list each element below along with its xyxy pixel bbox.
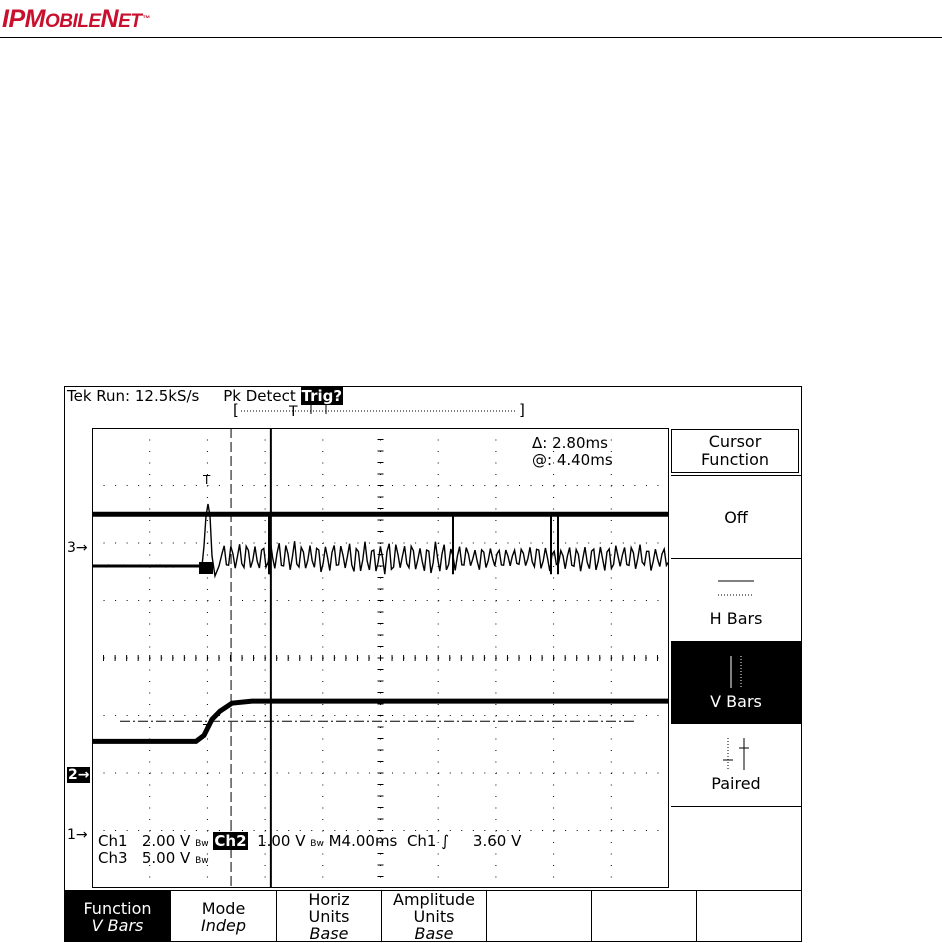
trigger-point-marker (199, 562, 213, 574)
ch1-marker: 1→ (67, 827, 88, 843)
empty-button-5[interactable] (487, 891, 592, 942)
ch3-glitch (557, 514, 559, 574)
paired-cursors-icon (719, 736, 753, 772)
empty-button-6[interactable] (592, 891, 697, 942)
function-button[interactable]: Function V Bars (65, 891, 171, 942)
ch1-trigger-level-marker: T (203, 722, 211, 736)
ch2-marker: 2→ (68, 767, 90, 783)
ch3-glitch (452, 514, 454, 574)
menu-item-h-bars[interactable]: H Bars (671, 558, 801, 641)
oscilloscope-screen (64, 386, 802, 942)
menu-title-cursor-function: Cursor Function (671, 429, 799, 473)
ch3-marker: 3→ (67, 540, 88, 556)
waveform-graticule (92, 428, 669, 888)
menu-item-paired[interactable]: Paired (671, 723, 801, 807)
channel-readout-row1: Ch1 2.00 V Bw Ch2 1.00 V Bw M4.00ms Ch1 ∫ 3.60 V (98, 832, 522, 850)
empty-button-7[interactable] (697, 891, 801, 942)
record-right-bracket: ] (519, 402, 525, 418)
menu-item-v-bars[interactable]: V Bars (671, 641, 801, 723)
h-bars-icon (716, 577, 756, 599)
record-trigger-marker: T (289, 404, 298, 418)
cursor-delta-readout: Δ: 2.80ms (532, 434, 608, 452)
amplitude-units-button[interactable]: Amplitude Units Base (382, 891, 487, 942)
record-view-bar (233, 402, 529, 418)
ipmobilenet-logo: IPMOBILENET™ (2, 5, 150, 33)
horiz-units-button[interactable]: Horiz Units Base (277, 891, 382, 942)
cursor-position-readout: @: 4.40ms (532, 451, 613, 469)
header-rule (0, 37, 942, 38)
mode-button[interactable]: Mode Indep (171, 891, 277, 942)
record-left-bracket: [ (233, 402, 239, 418)
v-bars-icon (721, 654, 751, 690)
acquisition-mode: Pk Detect (223, 387, 296, 405)
trigger-status-badge: Trig? (301, 387, 343, 405)
menu-item-off[interactable]: Off (671, 475, 801, 558)
channel-readout-row2: Ch3 5.00 V Bw (98, 849, 209, 867)
acquisition-status: Tek Run: 12.5kS/s (67, 387, 200, 405)
bottom-menu-bar (65, 890, 801, 942)
ch2-trigger-level-marker: T (203, 473, 211, 487)
